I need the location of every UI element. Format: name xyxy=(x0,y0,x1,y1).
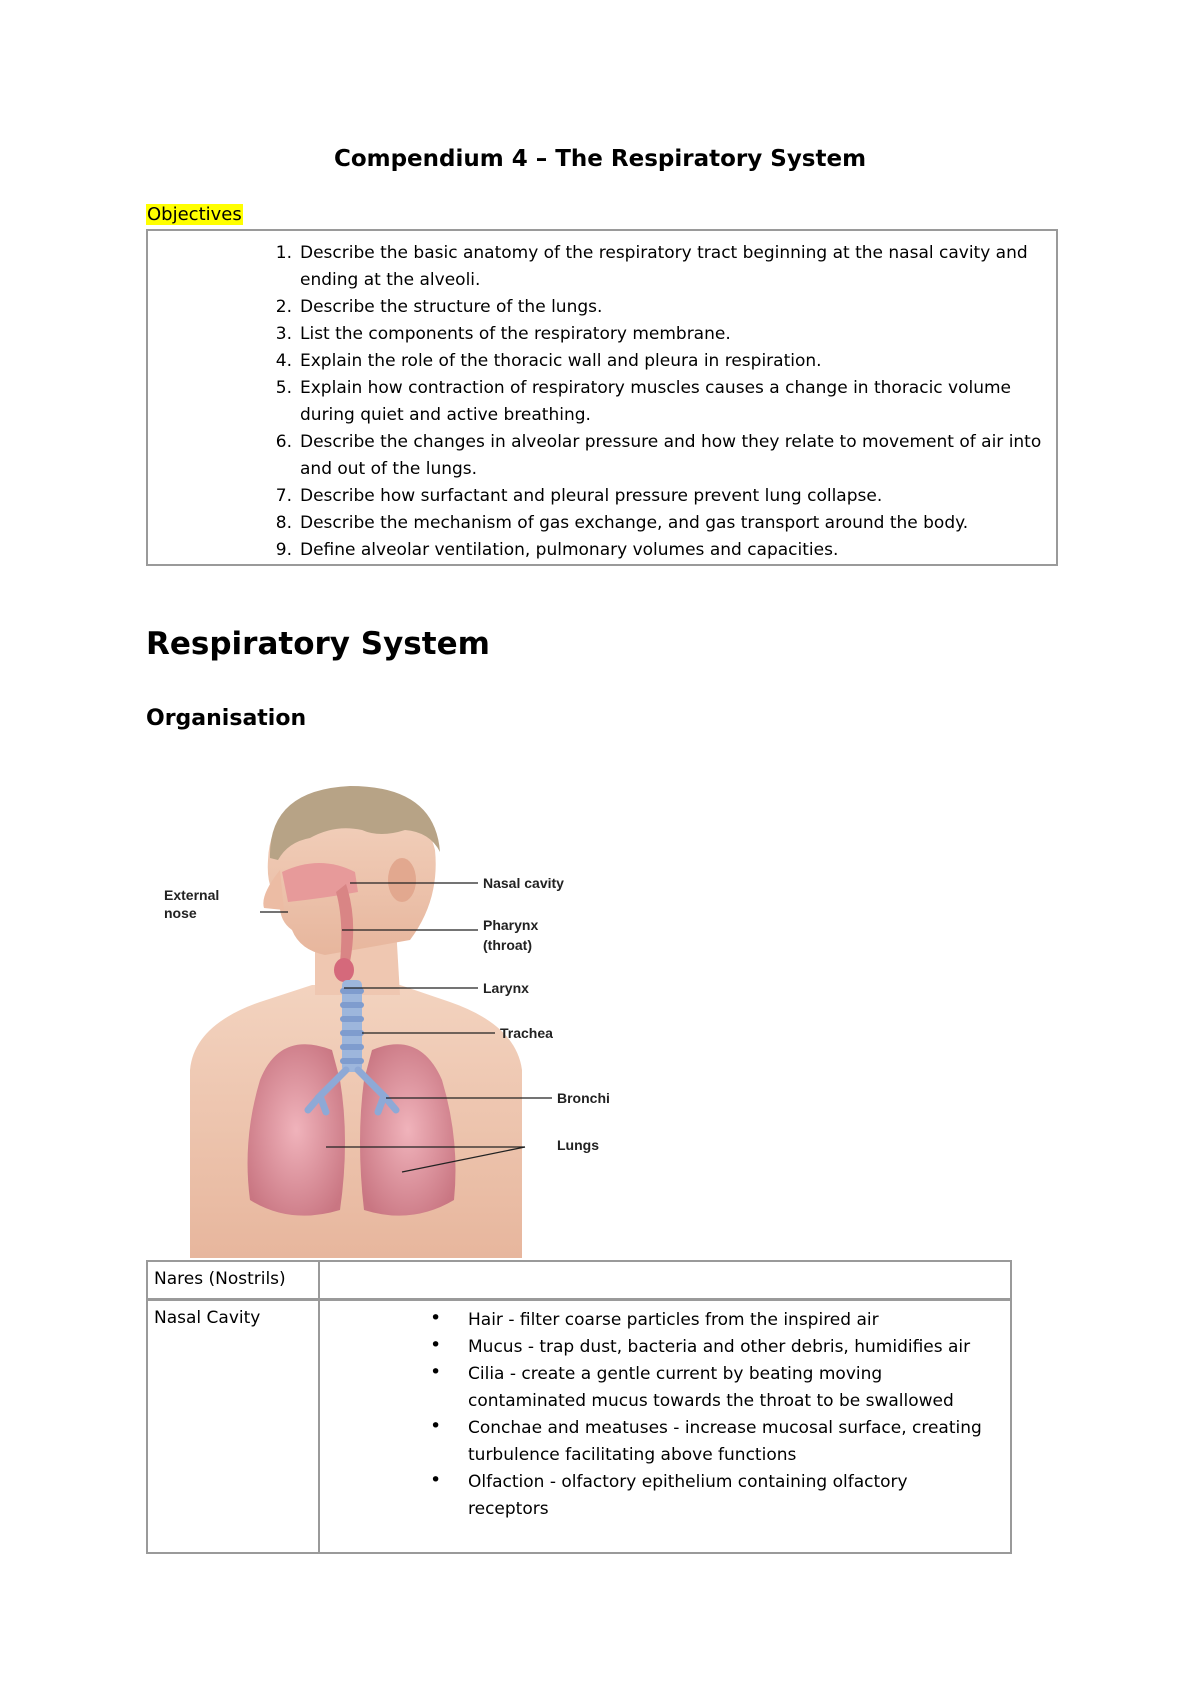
label-larynx: Larynx xyxy=(483,980,529,996)
respiratory-system-figure xyxy=(150,780,650,1258)
label-pharynx-sub: (throat) xyxy=(483,937,532,953)
list-item: • Conchae and meatuses - increase mucosal surface, creating turbulence facilitating above functions xyxy=(430,1415,990,1469)
label-external-nose-2: nose xyxy=(164,905,197,921)
objective-item: 8. Describe the mechanism of gas exchange, and gas transport around the body. xyxy=(275,513,969,533)
objective-item: 4. Explain the role of the thoracic wall and pleura in respiration. xyxy=(275,351,822,371)
nasal-cavity-label: Nasal Cavity xyxy=(154,1308,261,1328)
section-heading: Respiratory System xyxy=(146,626,490,662)
list-item: • Mucus - trap dust, bacteria and other debris, humidifies air xyxy=(430,1334,990,1361)
list-item: • Hair - filter coarse particles from the inspired air xyxy=(430,1307,990,1334)
objective-item: 5. Explain how contraction of respiratory muscles causes a change in thoracic volume during quiet and active breathing. xyxy=(275,378,1012,425)
label-lungs: Lungs xyxy=(557,1137,599,1153)
objective-item: 2. Describe the structure of the lungs. xyxy=(275,297,603,317)
larynx-shape xyxy=(334,958,354,982)
objective-item: 3. List the components of the respiratory membrane. xyxy=(275,324,731,344)
objective-item: 7. Describe how surfactant and pleural pressure prevent lung collapse. xyxy=(275,486,883,506)
document-title: Compendium 4 – The Respiratory System xyxy=(333,146,867,172)
label-pharynx: Pharynx xyxy=(483,917,539,933)
table-row xyxy=(148,1262,1010,1301)
objectives-label: Objectives xyxy=(147,204,242,225)
objective-item: 9. Define alveolar ventilation, pulmonary volumes and capacities. xyxy=(275,540,839,560)
list-item: • Cilia - create a gentle current by beating moving contaminated mucus towards the throat to be swallowed xyxy=(430,1361,990,1415)
label-bronchi: Bronchi xyxy=(557,1090,610,1106)
objective-item: 1. Describe the basic anatomy of the respiratory tract beginning at the nasal cavity and ending at the alveoli. xyxy=(275,243,1028,290)
table-row xyxy=(148,1301,1010,1552)
list-item: • Olfaction - olfactory epithelium containing olfactory receptors xyxy=(430,1469,990,1523)
anatomy-illustration xyxy=(150,780,650,1258)
nasal-cavity-functions xyxy=(430,1307,990,1523)
trachea-shape xyxy=(340,980,364,1072)
subsection-heading: Organisation xyxy=(146,706,307,731)
organisation-table xyxy=(146,1260,1012,1554)
nares-label: Nares (Nostrils) xyxy=(154,1269,286,1289)
objectives-list xyxy=(262,240,1052,564)
objectives-box xyxy=(146,229,1058,566)
objective-item: 6. Describe the changes in alveolar pressure and how they relate to movement of air into and out of the lungs. xyxy=(275,432,1042,479)
label-nasal-cavity: Nasal cavity xyxy=(483,875,564,891)
ear-shape xyxy=(388,858,416,902)
label-external-nose-1: External xyxy=(164,887,220,903)
label-trachea: Trachea xyxy=(500,1025,553,1041)
